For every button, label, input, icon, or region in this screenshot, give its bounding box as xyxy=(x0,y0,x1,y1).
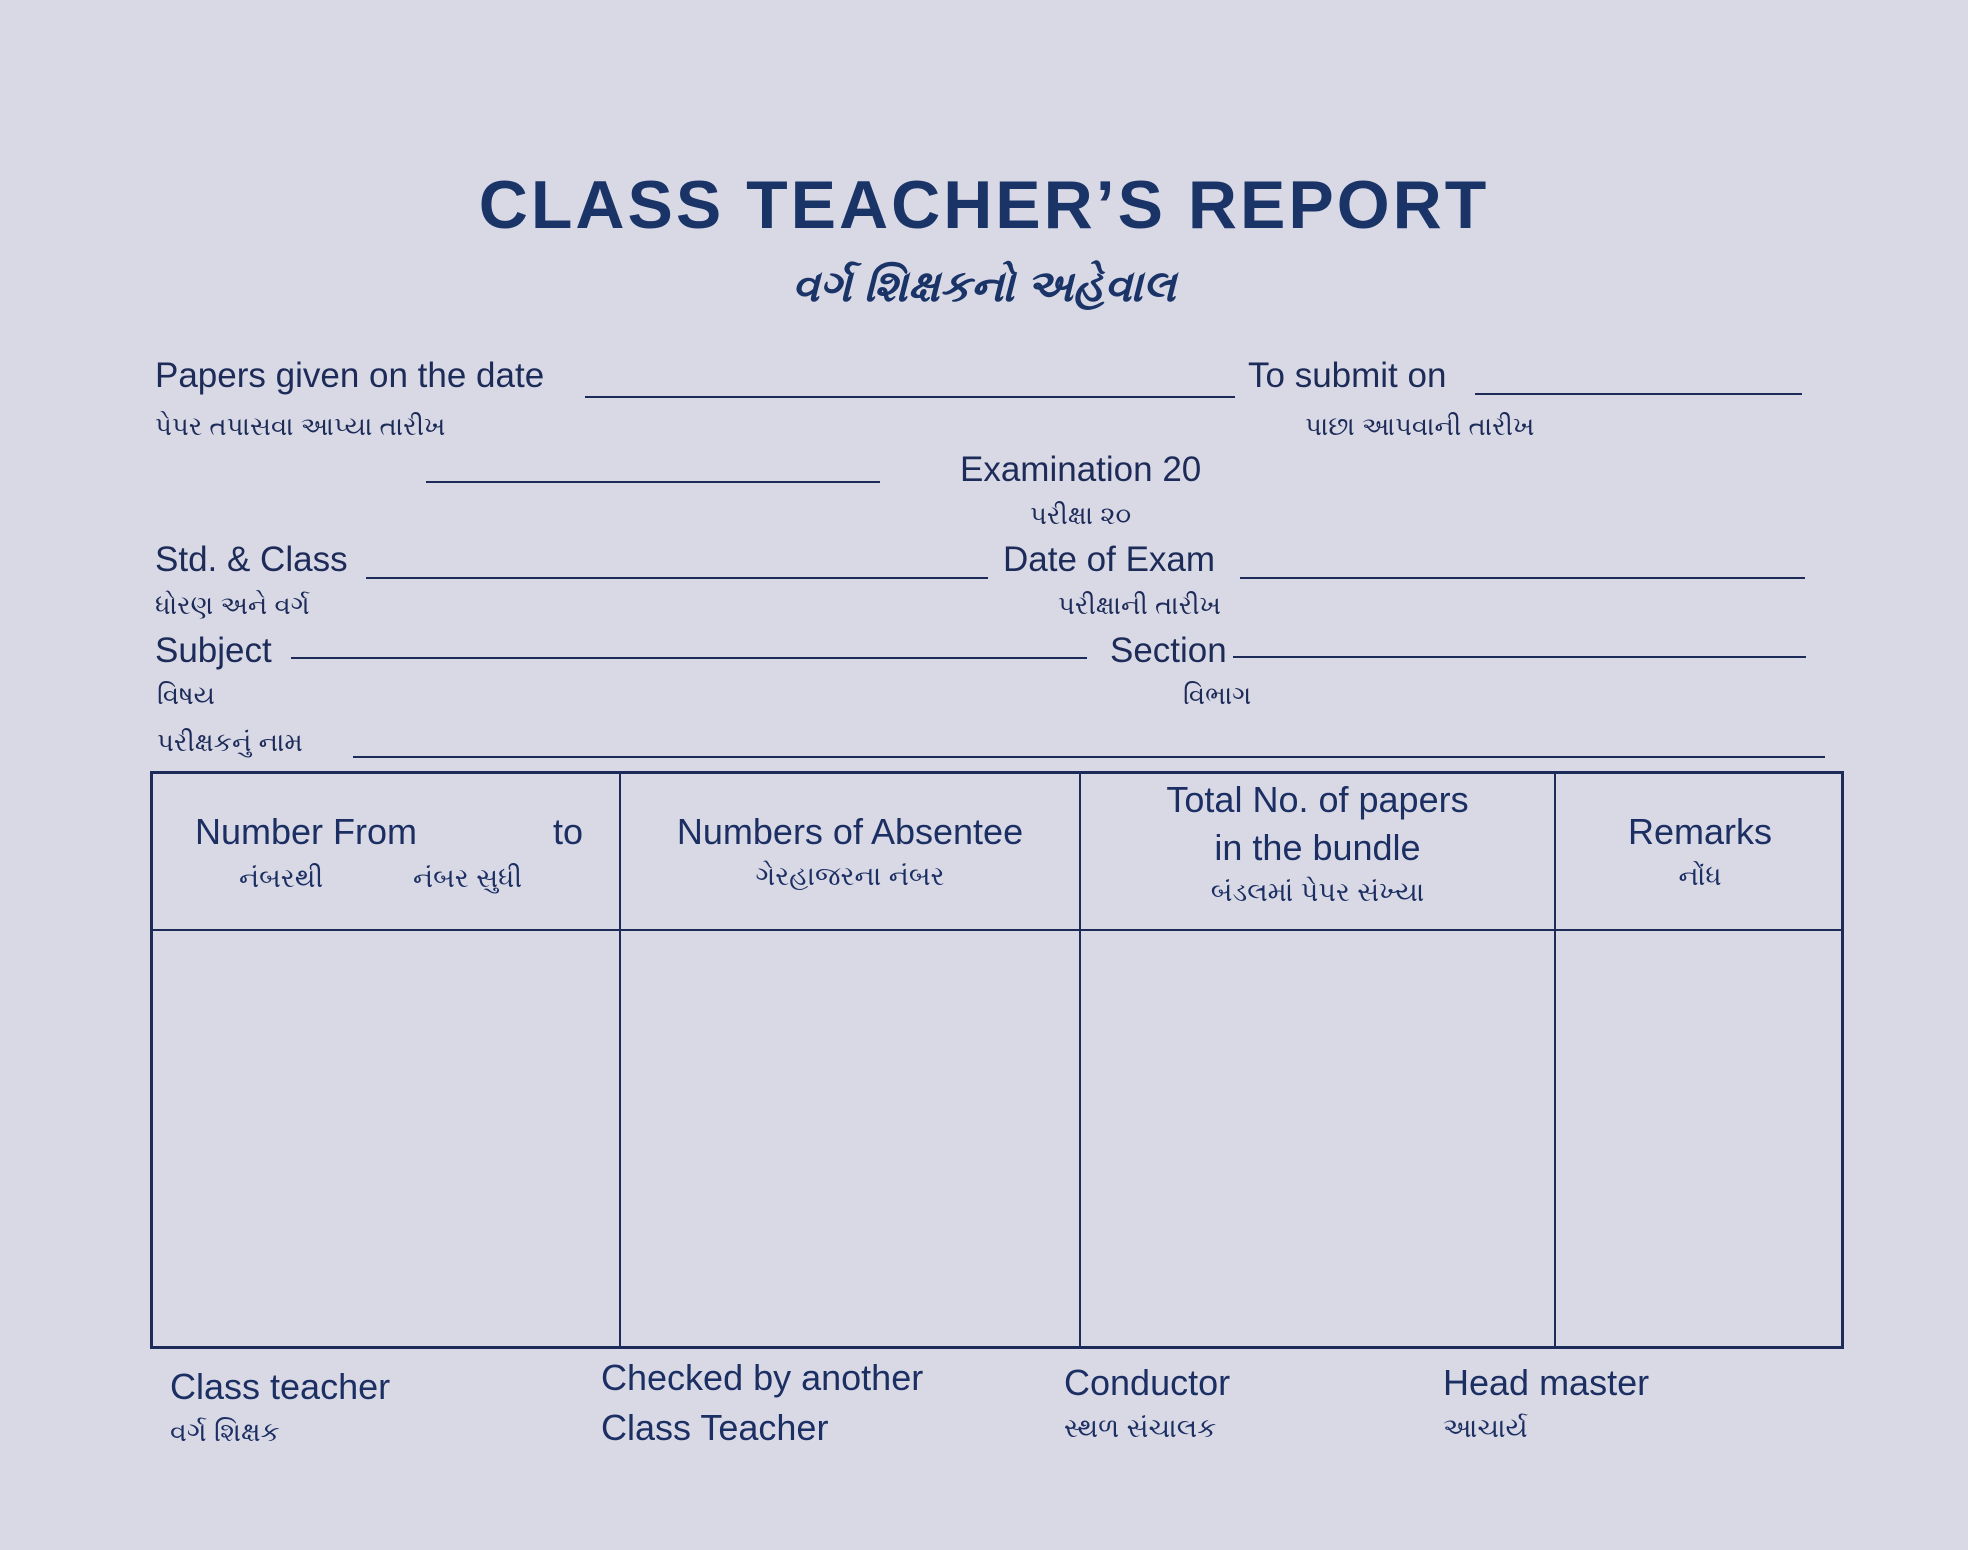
header-number-from: Number From xyxy=(195,811,418,852)
submit-on-field[interactable] xyxy=(1475,393,1802,395)
header-divider xyxy=(153,929,1841,931)
std-class-label-gujarati: ધોરણ અને વર્ગ xyxy=(155,590,310,620)
date-of-exam-label-gujarati: પરીક્ષાની તારીખ xyxy=(1058,590,1221,620)
section-label: Section xyxy=(1110,631,1227,670)
examination-label-gujarati: પરીક્ષા ૨૦ xyxy=(1030,500,1132,530)
signature-head-master xyxy=(1443,1358,1649,1448)
papers-given-field[interactable] xyxy=(585,396,1235,398)
submit-on-label: To submit on xyxy=(1248,356,1447,395)
page-subtitle-gujarati: વર્ગ શિક્ષકનો અહેવાલ xyxy=(792,262,1176,311)
header-total-papers-line2: in the bundle xyxy=(1214,827,1421,868)
subject-label-gujarati: વિષય xyxy=(157,680,215,710)
head-master-label-gujarati: આચાર્ય xyxy=(1443,1413,1528,1443)
signature-checked-by xyxy=(601,1353,923,1453)
std-class-field[interactable] xyxy=(366,577,988,579)
signature-conductor xyxy=(1064,1358,1230,1448)
cell-absentee[interactable] xyxy=(621,932,1079,1346)
date-of-exam-field[interactable] xyxy=(1240,577,1805,579)
header-number-range xyxy=(153,808,619,928)
head-master-label: Head master xyxy=(1443,1362,1650,1403)
submit-on-label-gujarati: પાછા આપવાની તારીખ xyxy=(1305,411,1535,441)
section-field[interactable] xyxy=(1233,656,1806,658)
examiner-name-label-gujarati: પરીક્ષકનું નામ xyxy=(157,727,303,757)
papers-given-label: Papers given on the date xyxy=(155,356,545,395)
header-remarks-gujarati: નોંધ xyxy=(1678,861,1722,891)
header-remarks xyxy=(1556,808,1844,896)
examination-label: Examination 20 xyxy=(960,450,1202,489)
class-teacher-label: Class teacher xyxy=(170,1366,391,1407)
header-absentee xyxy=(621,808,1079,896)
examination-prefix-field[interactable] xyxy=(426,481,880,483)
subject-label: Subject xyxy=(155,631,272,670)
signature-class-teacher xyxy=(170,1362,390,1452)
checked-by-line2: Class Teacher xyxy=(601,1407,829,1448)
subject-field[interactable] xyxy=(291,657,1087,659)
header-total-papers-gujarati: બંડલમાં પેપર સંખ્યા xyxy=(1210,877,1425,907)
header-absentee-label: Numbers of Absentee xyxy=(676,811,1024,852)
examiner-name-field[interactable] xyxy=(353,756,1825,758)
section-label-gujarati: વિભાગ xyxy=(1183,680,1252,710)
header-total-papers-line1: Total No. of papers xyxy=(1166,779,1469,820)
page-title: CLASS TEACHER’S REPORT xyxy=(478,167,1490,243)
header-number-from-gujarati: નંબરથી xyxy=(239,863,324,893)
class-teacher-label-gujarati: વર્ગ શિક્ષક xyxy=(170,1417,280,1447)
cell-number-range[interactable] xyxy=(153,932,619,1346)
conductor-label: Conductor xyxy=(1064,1362,1231,1403)
date-of-exam-label: Date of Exam xyxy=(1003,540,1216,579)
papers-given-label-gujarati: પેપર તપાસવા આપ્યા તારીખ xyxy=(155,411,446,441)
header-absentee-gujarati: ગેરહાજરના નંબર xyxy=(755,861,945,891)
checked-by-line1: Checked by another xyxy=(601,1357,924,1398)
cell-remarks[interactable] xyxy=(1556,932,1844,1346)
conductor-label-gujarati: સ્થળ સંચાલક xyxy=(1064,1413,1217,1443)
cell-total-papers[interactable] xyxy=(1081,932,1554,1346)
header-number-to-gujarati: નંબર સુધી xyxy=(413,863,523,893)
std-class-label: Std. & Class xyxy=(155,540,348,579)
header-total-papers xyxy=(1081,776,1554,912)
header-remarks-label: Remarks xyxy=(1627,811,1773,852)
report-table xyxy=(150,771,1844,1349)
header-number-to: to xyxy=(553,811,584,852)
